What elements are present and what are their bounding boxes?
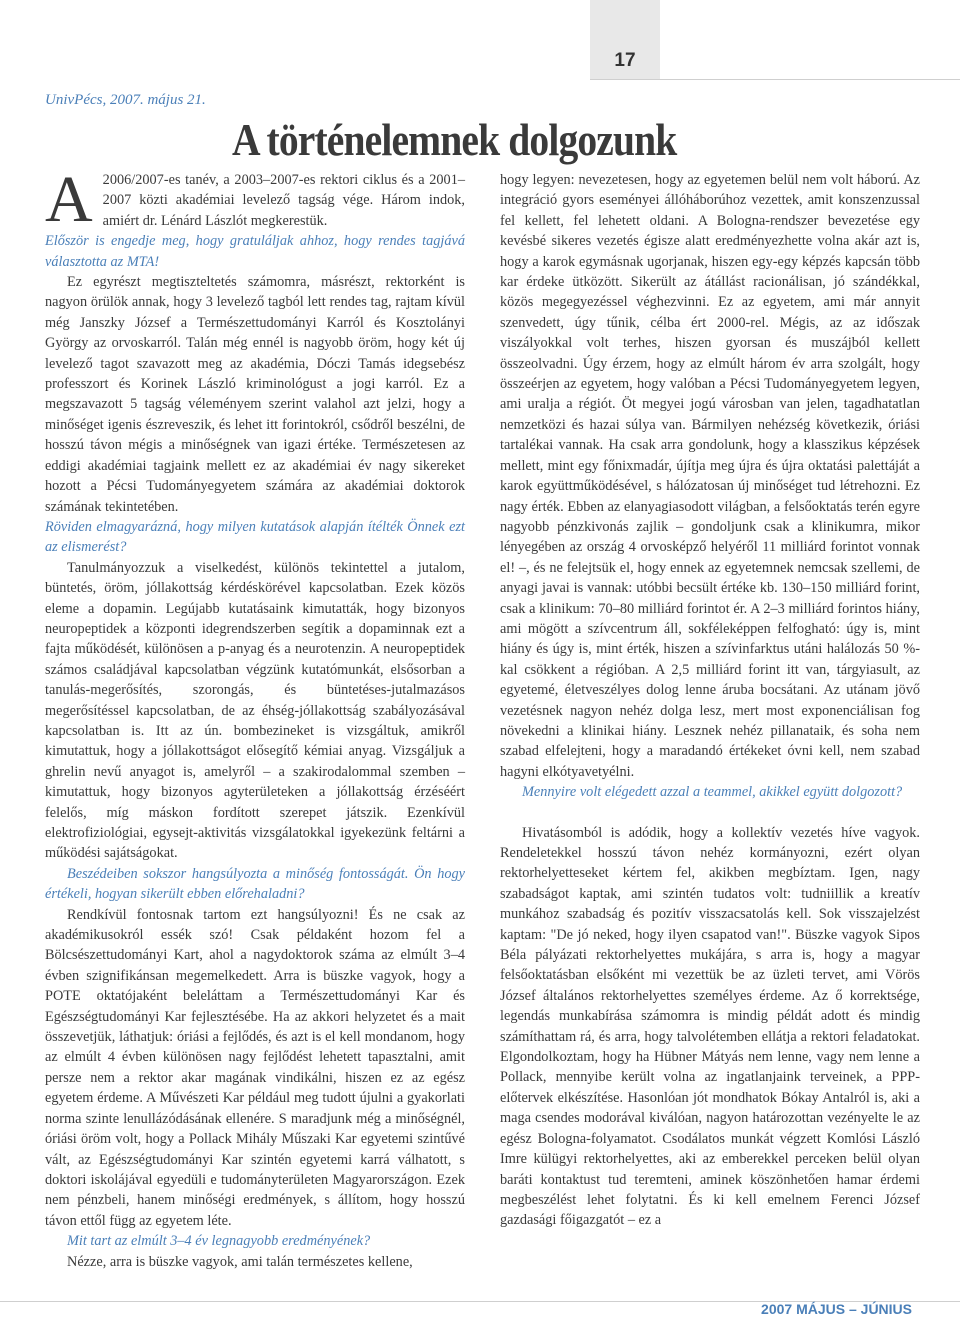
left-column bbox=[45, 163, 465, 1272]
issue-header: UnivPécs, 2007. május 21. bbox=[45, 92, 206, 108]
intro-text: 2006/2007-es tanév, a 2003–2007-es rektori ciklus és a 2001–2007 közti akadémiai levelező tagság vége. Három indok, amiért dr. Lénárd Lászlót megkerestük. bbox=[102, 172, 465, 229]
intro-paragraph bbox=[45, 163, 465, 236]
answer-paragraph: Hivatásomból is adódik, hogy a kollektív vezetés híve vagyok. Rendeletekkel hosszú távon nehéz kormányozni, ezért olyan rektorhelyetteseket kértem fel, akikben megbíztam. Igen, nagy szabadságot kaptak, ami szintén tudatos volt: tudniillik a kreatív munkához szabadság és pozitív visszacsatolás kell. Sok visszajelzést kaptam: "De jó neked, hogy ilyen csapatod van!". Büszke vagyok Sipos Béla pályázati rektorhelyettes mukájára, s arra is, hogy a magyar felsőoktatásban elsőként mi vezettük be az üzleti tervet, ami Vörös József általános rektorhelyettes személyes érdeme. Az ő korrektsége, legendás munkabírása számomra is mindig példát adott és mindig számíthattam rá, és arra, hogy talvolétemben ellátja a rektori feladatokat. Elgondolkoztam, hogy ha Hübner Mátyás nem lenne, vagy nem lenne a Pollack, mennyibe került volna az ingatlanjaink terveinek, a PPP-előtervek elkészítése. Hasonlóan jót mondhatok Bókay Antalról is, aki a maga csendes modorával kiválóan, nagyon határozottan vezényelte le az egész Bologna-folyamatot. Csodálatos munkát végzett Komlósi László Imre külügyi rektorhelyettes, aki az emberekkel perceken belül olyan baráti kontaktust tud teremteni, aminek köszönhetően hamar érdemi megbeszélést lehet folytatni. És ki kell emelnem Ferenci József gazdasági főigazgatót – ez a bbox=[500, 824, 920, 1229]
answer-paragraph: Rendkívül fontosnak tartom ezt hangsúlyozni! És ne csak az akadémikusokról essék szó! Csak példaként hozom fel a Bölcsészettudományi Kart, ahol a nagydoktorok száma az elmúlt 3–4 évben szignifikánsan megemelkedett. Arra is büszke vagyok, hogy a POTE oktatójaként beleláttam a Természettudományi Kar és Egészségtudományi Kar fejlesztésébe. Ha az akkori helyzetet és a mait összevetjük, láthatjuk: óriási a fejlődés, és azt is el kell mondanom, hogy az elmúlt 4 évben különösen nagy fejlődést lehetett tapasztalni, amit persze nem a rektor akar magának vindikálni, hiszen ez az egész egyetem érdeme. A Művészeti Kar például meg tudott újulni a gyakorlati norma szinte lenullázódásának ellenére. S maradjunk még a minőségnél, óriási öröm volt, hogy a Pollack Mihály Műszaki Kar egyetemi szintűvé vált, az Egészségtudományi Kar szintén egyetemi karrá válhatott, s doktori iskolájával egyedüli e tudományterületen Magyarországon. Ezek nem pénzbeli, hanem minőségi eredmények, s állítom, hogy hosszú távon ettől függ az egyetem léte. bbox=[45, 906, 465, 1229]
issue-footer: 2007 MÁJUS – JÚNIUS bbox=[761, 1301, 912, 1317]
top-rule bbox=[590, 79, 960, 80]
question: Beszédeiben sokszor hangsúlyozta a minőség fontosságát. Ön hogy értékeli, hogyan sikerült ebben előrehaladni? bbox=[45, 865, 465, 903]
page-number: 17 bbox=[614, 50, 636, 71]
question: Mit tart az elmúlt 3–4 év legnagyobb eredményének? bbox=[67, 1233, 371, 1250]
drop-cap: A bbox=[45, 163, 93, 236]
question: Röviden elmagyarázná, hogy milyen kutatások alapján ítélték Önnek ezt az elismerést? bbox=[45, 518, 465, 556]
answer-paragraph: Nézze, arra is büszke vagyok, ami talán természetes kellene, bbox=[67, 1253, 413, 1270]
question: Először is engedje meg, hogy gratuláljak ahhoz, hogy rendes tagjává választotta az MTA! bbox=[45, 233, 465, 270]
answer-paragraph: hogy legyen: nevezetesen, hogy az egyetemen belül nem volt háború. Az integráció gyors eseményei állóháborúhoz vezettek, amit konszenzussal fel kellett, fel lehetett oldani. A Bologna-rendszer bevezetése egy kevésbé sikeres vezetés égisze alatt eredményezhette volna akár azt is, hogy a karok egymásnak ugorjanak, hiszen egy-egy képzés kapcsán több kar érdeke ütközött. Sikerült az átállást racionálisan, jó szándékkal, közös megegyezéssel véghezvinni. Ez az egyetem, ami már annyit szenvedett, úgy tűnik, célba ért 2000-rel. Mégis, az az időszak viszályokkal volt terhes, hiszen gyorsan és muszájból kellett összeolvadni. Úgy érzem, hogy az elmúlt három év arra szolgált, hogy összeérjen az egyetem, hogy valóban a Pécsi Tudományegyetem legyen, ami uralja a régiót. Öt megyei jogú városban van jelen, tagadhatatlan nemzetközi és hazai súlya van. Bármilyen nehézség következik, óriási tartalékai vannak. Ha csak arra gondolunk, hogy a klasszikus képzések mellett, mint egy főnixmadár, újítja meg újra és újra oktatási palettáját a karok együttműködésével, s hálózatosan új minőséget tud létrehozni. Ez nagy érték. Ebben az elanyagiasodott világban, a felsőoktatás terén egyre nagyobb pénzkivonás zajlik – gondoljunk csak a klinikumra, mikor lényegében az ország 4 orvosképző helyéről 11 milliárd forintot vonnak el! –, és ne felejtsük el, hogy ennek az egyetemnek nemcsak szellemi, de anyagi javai is vannak: utóbbi becsült értéke kb. 130–150 milliárd forint, csak a klinikum: 70–80 milliárd forintot ér. A 2–3 milliárd forintos hiány, ami mögött a szívcentrum áll, sokféleképpen felfogható: úgy is, mint hiány és úgy is, mint érték, hiszen a szívinfarktus utáni halálozás 50 %-kal csökkent a régióban. A 2,5 milliárd forint itt van, tárgyiasult, az egyetemé, életveszélyes dolog lenne áruba bocsátani. Az utánam jövő vezetésnek nagyon nehéz dolga lesz, mert most exponenciálisan fog növekedni a klinikai hiány. Lesznek nehéz pillanataik, és soha nem szabad elfelejteni, hogy a maradandó értékeket óvni kell, nem szabad hagyni elkótyavetyélni. bbox=[500, 172, 920, 780]
right-column bbox=[500, 170, 920, 1231]
article-title: A történelemnek dolgozunk bbox=[232, 114, 677, 165]
answer-paragraph: Ez egyrészt megtiszteltetés számomra, másrészt, rektorként is nagyon örülök annak, hogy 3 levelező tagból lett rendes tag, rajtam kívül még Janszky József a Természettudományi Karról és Kosztolányi György az orvoskarról. Talán még ennél is nagyobb öröm, hogy két új levelező tagot szavazott meg az akadémia, Dóczi Tamás idegsebész professzort és Korinek László kriminológust a jogi karról. Ez a megszavazott 5 tagság véleményem szerint valahol azt jelzi, hogy a minőséget igenis észreveszik, és lehet itt forintokról, csődről beszélni, de hosszú távon mégis a minőségnek van igazi értéke. Természetesen az eddigi akadémiai tagjaink mellett ez az akadémiai év nagy sikereket hozott a Pécsi Tudományegyetem számára az akadémiai doktorok számának tekintetében. bbox=[45, 274, 465, 515]
answer-paragraph: Tanulmányozzuk a viselkedést, különös tekintettel a jutalom, büntetés, öröm, jóllakottság kérdéskörével kapcsolatban. Ezek közös eleme a dopamin. Legújabb kutatásaink kimutatták, hogy bizonyos neuropeptidek a központi idegrendszerben segítik a dopaminnak ezt a fajta működését, különösen a p-anyag és a neurotenzin. A neuropeptidek számos családjával kapcsolatban végzünk kutatómunkát, elsősorban a tanulás-megerősítés, szorongás, és büntetéses-jutalmazásos megerősítéssel kapcsolatban, de az éhség-jóllakottság szabályozásával kapcsolatban is. Itt az ún. bombezineket is vizsgáltuk, amikről kimutattuk, hogy a jóllakottságot elősegítő kémiai anyag. Vizsgáljuk a ghrelin nevű anyagot is, amelyről – a szakirodalommal szemben – kimutattuk, hogy bizonyos agyterületeken a jóllakottság érzéséért felelős, míg máskon fordított szerepet játszik. Ezenkívül elektrofiziológiai, egysejt-aktivitás vizsgálatokkal igyekezünk feltárni a működési sajátságokat. bbox=[45, 559, 465, 862]
page-number-box bbox=[590, 0, 660, 80]
question: Mennyire volt elégedett azzal a teammel, akikkel együtt dolgozott? bbox=[522, 784, 903, 801]
